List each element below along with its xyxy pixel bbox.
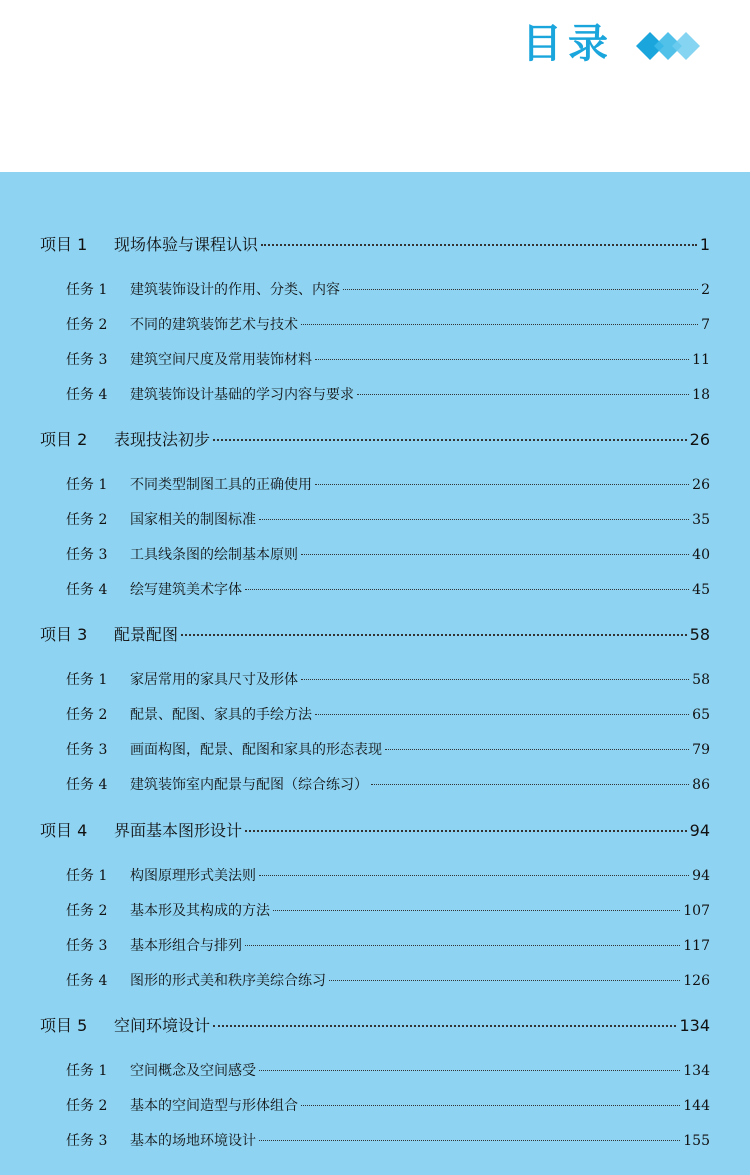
page-number: 94 (692, 868, 710, 884)
chapter-number: 项目 2 (40, 430, 88, 449)
page-number: 86 (692, 777, 710, 793)
page-number: 35 (692, 512, 710, 528)
dot-leader (301, 1104, 680, 1106)
page-number: 2 (701, 282, 710, 298)
dot-leader (315, 713, 689, 715)
toc-task-entry[interactable] (66, 774, 710, 794)
chapter-number: 项目 4 (40, 821, 88, 840)
task-title: 工具线条图的绘制基本原则 (130, 547, 298, 563)
page-title: 目录 (522, 21, 614, 67)
toc-chapter-entry[interactable] (40, 1013, 710, 1036)
chapter-title: 表现技法初步 (114, 430, 211, 449)
page-number: 58 (692, 672, 710, 688)
dot-leader (245, 829, 687, 832)
task-title: 构图原理形式美法则 (130, 868, 256, 884)
task-title: 建筑装饰设计基础的学习内容与要求 (130, 387, 354, 403)
toc-task-entry[interactable] (66, 1130, 710, 1150)
dot-leader (343, 288, 698, 290)
task-number: 任务 2 (66, 317, 108, 333)
task-number: 任务 1 (66, 282, 108, 298)
toc-task-entry[interactable] (66, 1095, 710, 1115)
toc-task-entry[interactable] (66, 669, 710, 689)
task-title: 不同类型制图工具的正确使用 (130, 477, 312, 493)
chapter-title: 空间环境设计 (114, 1016, 211, 1035)
task-number: 任务 2 (66, 903, 108, 919)
dot-leader (259, 518, 689, 520)
task-number: 任务 1 (66, 868, 108, 884)
task-title: 图形的形式美和秩序美综合练习 (130, 973, 326, 989)
toc-task-entry[interactable] (66, 314, 710, 334)
task-title: 基本的场地环境设计 (130, 1133, 256, 1149)
dot-leader (213, 438, 687, 441)
chapter-title: 配景配图 (114, 625, 179, 644)
task-number: 任务 3 (66, 352, 108, 368)
task-title: 画面构图，配景、配图和家具的形态表现 (130, 742, 382, 758)
dot-leader (315, 358, 689, 360)
page-number: 26 (689, 430, 710, 449)
toc-chapter-entry[interactable] (40, 232, 710, 255)
task-number: 任务 4 (66, 777, 108, 793)
page-number: 11 (692, 352, 710, 368)
task-number: 任务 2 (66, 512, 108, 528)
toc-task-entry[interactable] (66, 474, 710, 494)
toc-task-entry[interactable] (66, 970, 710, 990)
task-number: 任务 4 (66, 582, 108, 598)
toc-task-entry[interactable] (66, 544, 710, 564)
task-number: 任务 1 (66, 1063, 108, 1079)
task-number: 任务 3 (66, 742, 108, 758)
dot-leader (213, 1024, 676, 1027)
page-number: 65 (692, 707, 710, 723)
dot-leader (371, 783, 689, 785)
toc-chapter-entry[interactable] (40, 818, 710, 841)
page-header (0, 0, 750, 172)
task-number: 任务 1 (66, 672, 108, 688)
chapter-number: 项目 5 (40, 1016, 88, 1035)
page-number: 134 (683, 1063, 710, 1079)
page-number: 18 (692, 387, 710, 403)
page-number: 144 (683, 1098, 710, 1114)
task-title: 绘写建筑美术字体 (130, 582, 242, 598)
toc-task-entry[interactable] (66, 865, 710, 885)
dot-leader (315, 483, 689, 485)
page-number: 134 (679, 1016, 710, 1035)
dot-leader (245, 944, 680, 946)
chapter-number: 项目 3 (40, 625, 88, 644)
toc-task-entry[interactable] (66, 704, 710, 724)
diamond-ornament-icon (634, 30, 710, 62)
task-title: 基本形及其构成的方法 (130, 903, 270, 919)
toc-task-entry[interactable] (66, 900, 710, 920)
dot-leader (357, 393, 689, 395)
toc-chapter-entry[interactable] (40, 427, 710, 450)
task-number: 任务 2 (66, 707, 108, 723)
task-title: 家居常用的家具尺寸及形体 (130, 672, 298, 688)
page-number: 26 (692, 477, 710, 493)
page-number: 79 (692, 742, 710, 758)
task-number: 任务 3 (66, 938, 108, 954)
page-number: 126 (683, 973, 710, 989)
dot-leader (301, 323, 698, 325)
page-number: 94 (689, 821, 710, 840)
toc-chapter-entry[interactable] (40, 622, 710, 645)
task-title: 空间概念及空间感受 (130, 1063, 256, 1079)
page-number: 155 (683, 1133, 710, 1149)
task-title: 配景、配图、家具的手绘方法 (130, 707, 312, 723)
page-number: 1 (699, 235, 710, 254)
dot-leader (273, 909, 680, 911)
dot-leader (245, 588, 689, 590)
dot-leader (259, 874, 689, 876)
task-number: 任务 4 (66, 973, 108, 989)
dot-leader (301, 553, 689, 555)
task-title: 建筑装饰设计的作用、分类、内容 (130, 282, 340, 298)
toc-task-entry[interactable] (66, 349, 710, 369)
task-title: 建筑空间尺度及常用装饰材料 (130, 352, 312, 368)
toc-task-entry[interactable] (66, 509, 710, 529)
task-number: 任务 1 (66, 477, 108, 493)
toc-task-entry[interactable] (66, 739, 710, 759)
page-number: 117 (683, 938, 710, 954)
page-number: 45 (692, 582, 710, 598)
chapter-title: 界面基本图形设计 (114, 821, 243, 840)
dot-leader (259, 1139, 680, 1141)
dot-leader (181, 633, 687, 636)
task-title: 基本形组合与排列 (130, 938, 242, 954)
dot-leader (329, 979, 680, 981)
task-title: 基本的空间造型与形体组合 (130, 1098, 298, 1114)
page-number: 40 (692, 547, 710, 563)
chapter-number: 项目 1 (40, 235, 88, 254)
dot-leader (259, 1069, 680, 1071)
toc-task-entry[interactable] (66, 279, 710, 299)
dot-leader (261, 243, 697, 246)
dot-leader (385, 748, 689, 750)
task-number: 任务 2 (66, 1098, 108, 1114)
task-title: 不同的建筑装饰艺术与技术 (130, 317, 298, 333)
page-number: 58 (689, 625, 710, 644)
page-number: 7 (701, 317, 710, 333)
toc-task-entry[interactable] (66, 1060, 710, 1080)
task-number: 任务 4 (66, 387, 108, 403)
toc-task-entry[interactable] (66, 935, 710, 955)
toc-task-entry[interactable] (66, 579, 710, 599)
task-title: 国家相关的制图标准 (130, 512, 256, 528)
task-number: 任务 3 (66, 547, 108, 563)
toc-panel (0, 172, 750, 1175)
toc-task-entry[interactable] (66, 384, 710, 404)
task-title: 建筑装饰室内配景与配图（综合练习） (130, 777, 368, 793)
dot-leader (301, 678, 689, 680)
task-number: 任务 3 (66, 1133, 108, 1149)
page-number: 107 (683, 903, 710, 919)
chapter-title: 现场体验与课程认识 (114, 235, 259, 254)
